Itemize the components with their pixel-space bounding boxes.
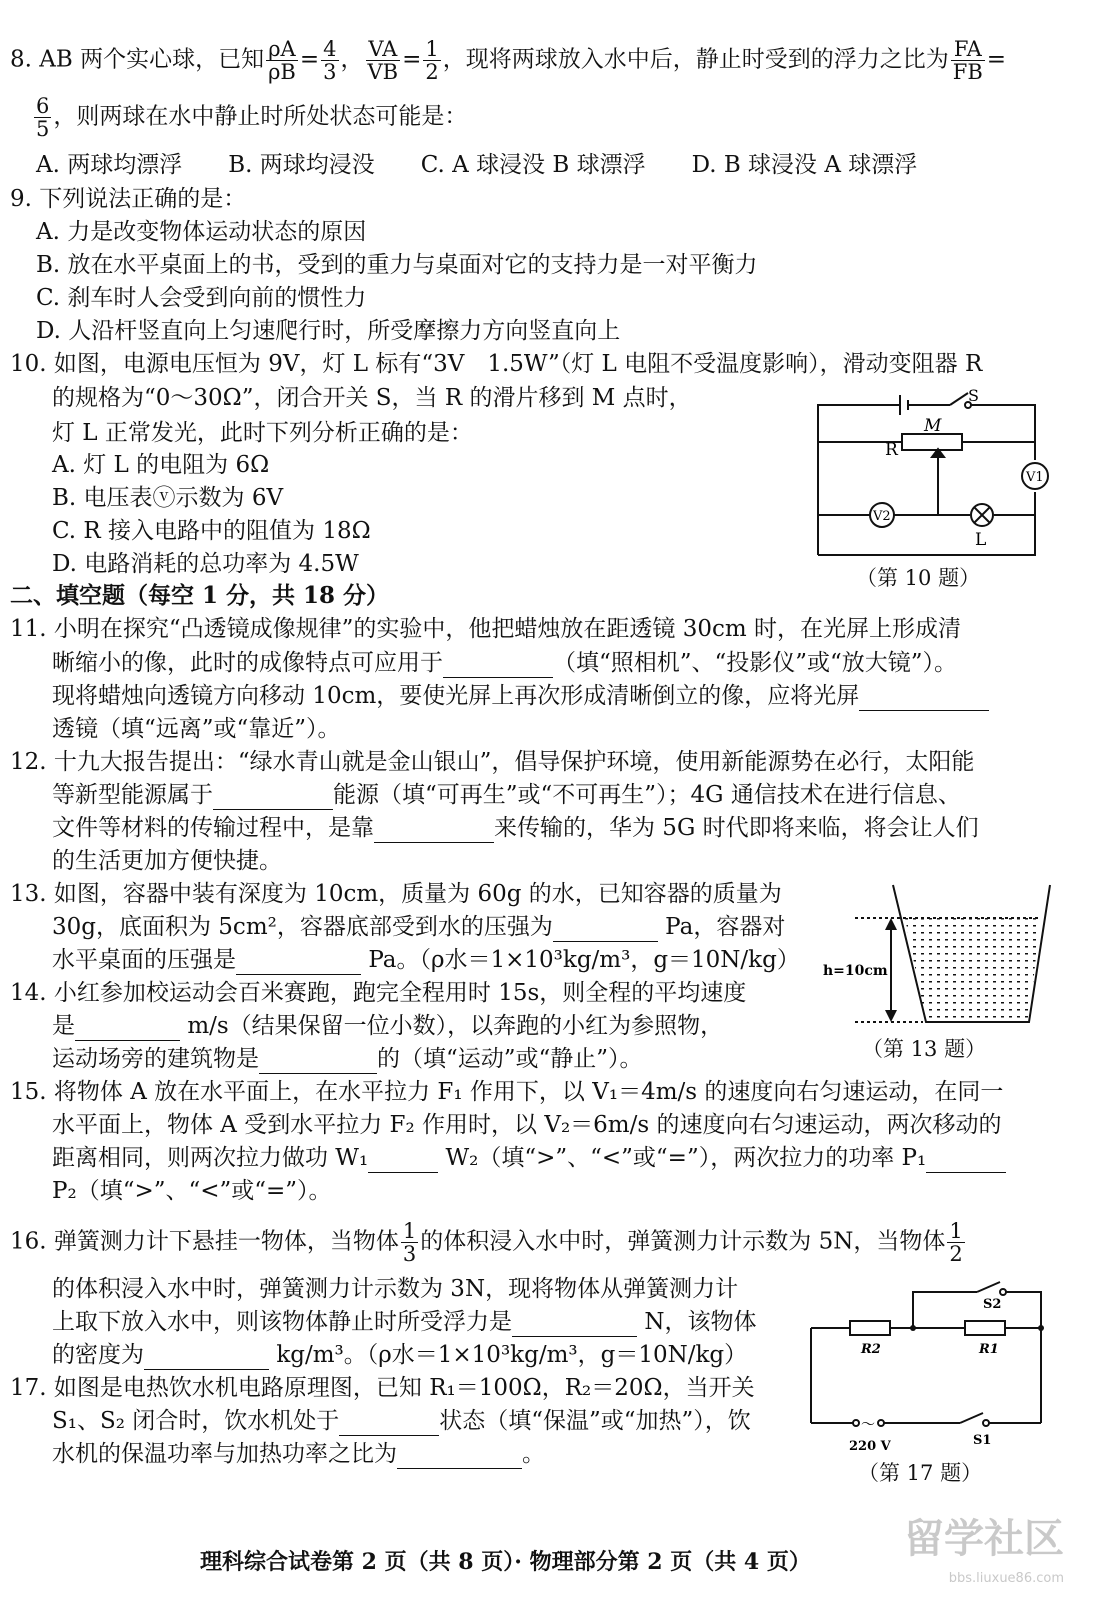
q17-caption: （第 17 题） [858,1461,983,1485]
fraction-1-2 [947,1220,964,1265]
q8-text: ，则两球在水中静止时所处状态可能是： [53,103,468,130]
blank-17-2[interactable] [397,1444,522,1469]
q10-caption: （第 10 题） [856,566,981,590]
q14-text: 的（填“运动”或“静止”）。 [377,1046,643,1072]
q16-line4 [52,1340,747,1370]
q16-line3 [52,1307,756,1337]
blank-11-2[interactable] [859,686,989,711]
q16-text: N，该物体 [644,1309,757,1335]
q10-circuit-diagram [810,385,1055,565]
q9-option-b: B. 放在水平桌面上的书，受到的重力与桌面对它的支持力是一对平衡力 [36,252,758,278]
q8-text: 8. AB 两个实心球，已知 [10,46,265,73]
q9-option-d: D. 人沿杆竖直向上匀速爬行时，所受摩擦力方向竖直向上 [36,318,621,344]
q12-text: 等新型能源属于 [52,782,213,808]
q17-circuit-diagram [805,1278,1055,1478]
q15-text: W₂（填“>”、“<”或“=”），两次拉力的功率 P₁ [445,1145,927,1171]
q14-text: 运动场旁的建筑物是 [52,1046,259,1072]
frac-num: 6 [36,94,50,118]
switch-s1-label: S1 [973,1433,992,1448]
frac-den: 5 [36,117,50,141]
q10-option-a: A. 灯 L 的电阻为 6Ω [52,452,270,478]
eq-sign: = [402,46,422,73]
va: VA [366,38,401,61]
vb: VB [367,60,399,84]
q11-line1: 11. 小明在探究“凸透镜成像规律”的实验中，他把蜡烛放在距透镜 30cm 时，在光屏上形成清 [10,616,961,642]
q10-line2: 的规格为“0～30Ω”，闭合开关 S，当 R 的滑片移到 M 点时， [52,385,692,411]
v-ratio-fraction [366,38,401,83]
watermark-url: bbs.liuxue86.com [948,1571,1064,1586]
lamp-l-label: L [975,530,987,550]
q17-line3 [52,1439,545,1469]
fb: FB [952,60,983,84]
q17-text: 水机的保温功率与加热功率之比为 [52,1441,397,1467]
blank-12-2[interactable] [374,818,494,843]
switch-s2-label: S2 [983,1297,1002,1312]
fraction-6-5 [34,95,51,140]
q10-line3: 灯 L 正常发光，此时下列分析正确的是： [52,420,473,446]
q11-line2 [52,648,957,678]
frac-num: 1 [402,1219,417,1243]
rho-a: ρA [266,38,298,61]
q11-line3 [52,681,989,711]
q16-line1 [10,1220,967,1265]
voltmeter-v1-label: V1 [1026,470,1044,485]
point-m-label: M [924,416,942,436]
fa: FA [951,38,985,61]
q17-text: S₁、S₂ 闭合时，饮水机处于 [52,1408,340,1434]
frac-den: 3 [323,60,337,84]
q16-text: 16. 弹簧测力计下悬挂一物体，当物体 [10,1228,399,1255]
q13-text: Pa，容器对 [665,914,786,940]
frac-den: 2 [425,60,439,84]
fraction-1-2 [423,38,440,83]
q13-container-diagram [815,880,1055,1030]
blank-11-1[interactable] [443,653,553,678]
q13-text: Pa。（ρ水＝1×10³kg/m³，g＝10N/kg） [368,947,800,973]
q13-line2 [52,912,785,942]
q14-text: m/s（结果保留一位小数），以奔跑的小红为参照物， [187,1013,724,1039]
depth-label: h=10cm [823,963,888,979]
frac-num: 1 [425,37,439,61]
voltage-label: 220 V [849,1439,891,1454]
q15-text: 距离相同，则两次拉力做功 W₁ [52,1145,369,1171]
q17-text: 状态（填“保温”或“加热”），饮 [439,1408,751,1434]
q9-option-a: A. 力是改变物体运动状态的原因 [36,219,367,245]
comma: ， [340,46,364,73]
q12-text: 文件等材料的传输过程中，是靠 [52,815,374,841]
q16-text: 上取下放入水中，则该物体静止时所受浮力是 [52,1309,512,1335]
watermark-logo: 留学社区 [904,1516,1064,1562]
q12-line3 [52,813,979,843]
q12-text: 能源（填“可再生”或“不可再生”）；4G 通信技术在进行信息、 [333,782,961,808]
voltmeter-v2-label: V2 [873,509,891,524]
q13-text: 水平桌面的压强是 [52,947,236,973]
q11-text: 晰缩小的像，此时的成像特点可应用于 [52,650,443,676]
rho-ratio-fraction [266,38,298,83]
frac-den: 3 [402,1242,417,1266]
blank-15-2[interactable] [926,1148,1006,1173]
q17-line2 [52,1406,751,1436]
q8-line2 [10,95,467,140]
q8-line1 [10,38,1006,83]
q17-line1: 17. 如图是电热饮水机电路原理图，已知 R₁＝100Ω，R₂＝20Ω，当开关 [10,1375,755,1401]
q10-option-c: C. R 接入电路中的阻值为 18Ω [52,518,371,544]
fraction-1-3 [401,1220,418,1265]
q15-line3 [52,1143,1006,1173]
q9-option-c: C. 刹车时人会受到向前的惯性力 [36,285,367,311]
blank-17-1[interactable] [339,1411,439,1436]
q16-line2: 的体积浸入水中时，弹簧测力计示数为 3N，现将物体从弹簧测力计 [52,1276,739,1302]
q8-text: ，现将两球放入水中后，静止时受到的浮力之比为 [442,46,949,73]
q11-text: 现将蜡烛向透镜方向移动 10cm，要使光屏上再次形成清晰倒立的像，应将光屏 [52,683,860,709]
switch-s-label: S [968,386,979,405]
rho-b: ρB [268,60,296,84]
blank-14-1[interactable] [75,1016,180,1041]
q12-line1: 12. 十九大报告提出：“绿水青山就是金山银山”，倡导保护环境，使用新能源势在必行，太阳能 [10,749,975,775]
q15-line1: 15. 将物体 A 放在水平面上，在水平拉力 F₁ 作用下，以 V₁＝4m/s 的速度向右匀速运动，在同一 [10,1079,1004,1105]
q15-line2: 水平面上，物体 A 受到水平拉力 F₂ 作用时，以 V₂＝6m/s 的速度向右匀速运动，两次移动的 [52,1112,1002,1138]
q12-line2 [52,780,961,810]
page-footer: 理科综合试卷第 2 页（共 8 页）· 物理部分第 2 页（共 4 页） [200,1549,811,1575]
rheostat-r-label: R [885,440,898,460]
q14-line3 [52,1044,643,1074]
q12-line4: 的生活更加方便快捷。 [52,848,282,874]
ac-symbol: ～ [861,1417,875,1433]
q11-line4: 透镜（填“远离”或“靠近”）。 [52,716,341,742]
q14-text: 是 [52,1013,75,1039]
q15-line4: P₂（填“>”、“<”或“=”）。 [52,1178,332,1204]
q16-text: 的体积浸入水中时，弹簧测力计示数为 5N，当物体 [420,1228,946,1255]
q14-line1: 14. 小红参加校运动会百米赛跑，跑完全程用时 15s，则全程的平均速度 [10,980,747,1006]
resistor-r2-label: R2 [861,1342,881,1357]
frac-den: 2 [949,1242,963,1266]
q8-options: A. 两球均漂浮 B. 两球均浸没 C. A 球浸没 B 球漂浮 D. B 球浸没 A 球漂浮 [36,152,918,178]
frac-num: 1 [949,1219,963,1243]
blank-14-2[interactable] [259,1049,377,1074]
q10-option-b: B. 电压表ⓥ示数为 6V [52,485,284,511]
q11-text: （填“照相机”、“投影仪”或“放大镜”）。 [553,650,958,676]
blank-13-1[interactable] [553,917,658,942]
q12-text: 来传输的，华为 5G 时代即将来临，将会让人们 [494,815,979,841]
q16-text: kg/m³。（ρ水＝1×10³kg/m³，g＝10N/kg） [276,1342,748,1368]
blank-12-1[interactable] [213,785,333,810]
fraction-4-3 [321,38,338,83]
eq-sign: = [299,46,320,73]
section-2-heading: 二、填空题（每空 1 分，共 18 分） [10,582,390,609]
frac-num: 4 [323,37,337,61]
f-ratio-fraction [951,38,985,83]
blank-16-1[interactable] [512,1312,637,1337]
q13-caption: （第 13 题） [862,1037,987,1061]
blank-16-2[interactable] [144,1345,269,1370]
eq-sign: = [986,46,1007,73]
q13-text: 30g，底面积为 5cm²，容器底部受到水的压强为 [52,914,553,940]
blank-13-2[interactable] [236,950,361,975]
q13-line1: 13. 如图，容器中装有深度为 10cm，质量为 60g 的水，已知容器的质量为 [10,881,782,907]
q10-option-d: D. 电路消耗的总功率为 4.5W [52,551,359,577]
q16-text: 的密度为 [52,1342,144,1368]
blank-15-1[interactable] [368,1148,438,1173]
resistor-r1-label: R1 [979,1342,999,1357]
q13-line3 [52,945,800,975]
q10-line1: 10. 如图，电源电压恒为 9V，灯 L 标有“3V 1.5W”（灯 L 电阻不受温度影响），滑动变阻器 R [10,351,983,377]
q9-stem: 9. 下列说法正确的是： [10,186,247,212]
q14-line2 [52,1011,723,1041]
q17-text: 。 [522,1441,545,1467]
